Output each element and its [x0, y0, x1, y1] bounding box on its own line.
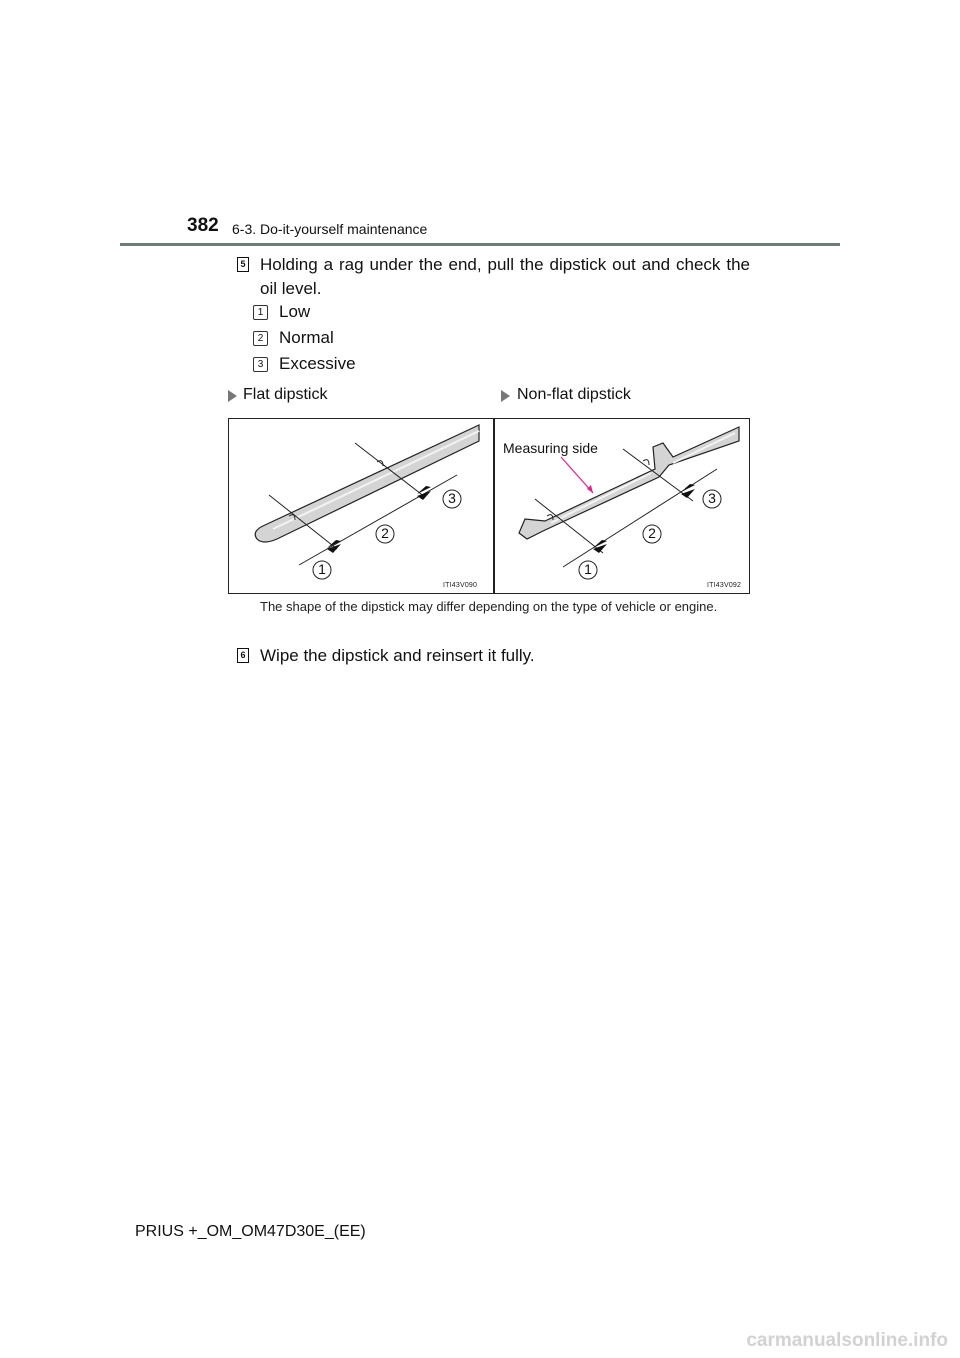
figure-title-flat: Flat dipstick — [243, 386, 328, 403]
level-label-excessive: Excessive — [279, 354, 356, 373]
level-arrow-icon — [593, 544, 607, 553]
figure-mark-2: 2 — [648, 525, 656, 541]
flat-dipstick-illustration — [229, 419, 493, 593]
figure-mark-3: 3 — [708, 490, 716, 506]
step-5-text: Holding a rag under the end, pull the dipstick out and check the oil level. — [260, 255, 750, 298]
figure-mark-2: 2 — [381, 525, 389, 541]
watermark: carmanualsonline.info — [746, 1330, 948, 1351]
callout-arrow-icon — [561, 457, 593, 493]
measuring-side-label: Measuring side — [503, 440, 598, 456]
level-number-1: 1 — [253, 305, 268, 320]
triangle-bullet-icon — [501, 390, 510, 402]
level-label-normal: Normal — [279, 328, 334, 347]
header-rule — [120, 243, 840, 246]
level-number-2: 2 — [253, 331, 268, 346]
figure-title-non-flat: Non-flat dipstick — [517, 386, 631, 403]
level-number-3: 3 — [253, 357, 268, 372]
step-6-text: Wipe the dipstick and reinsert it fully. — [260, 646, 535, 665]
non-flat-dipstick-figure — [494, 418, 750, 594]
page-number: 382 — [187, 215, 219, 236]
figure-code: ITI43V090 — [443, 582, 478, 589]
flat-dipstick-figure — [228, 418, 494, 594]
figure-note: The shape of the dipstick may differ depending on the type of vehicle or engine. — [260, 599, 718, 614]
triangle-bullet-icon — [228, 390, 237, 402]
figure-mark-3: 3 — [448, 490, 456, 506]
figure-mark-1: 1 — [584, 561, 592, 577]
section-title: 6-3. Do-it-yourself maintenance — [232, 221, 428, 237]
document-code: PRIUS +_OM_OM47D30E_(EE) — [135, 1223, 366, 1240]
step-number-6: 6 — [237, 648, 249, 663]
level-label-low: Low — [279, 302, 311, 321]
figure-code: ITI43V092 — [707, 582, 742, 589]
step-number-5: 5 — [237, 257, 249, 272]
figure-mark-1: 1 — [318, 561, 326, 577]
